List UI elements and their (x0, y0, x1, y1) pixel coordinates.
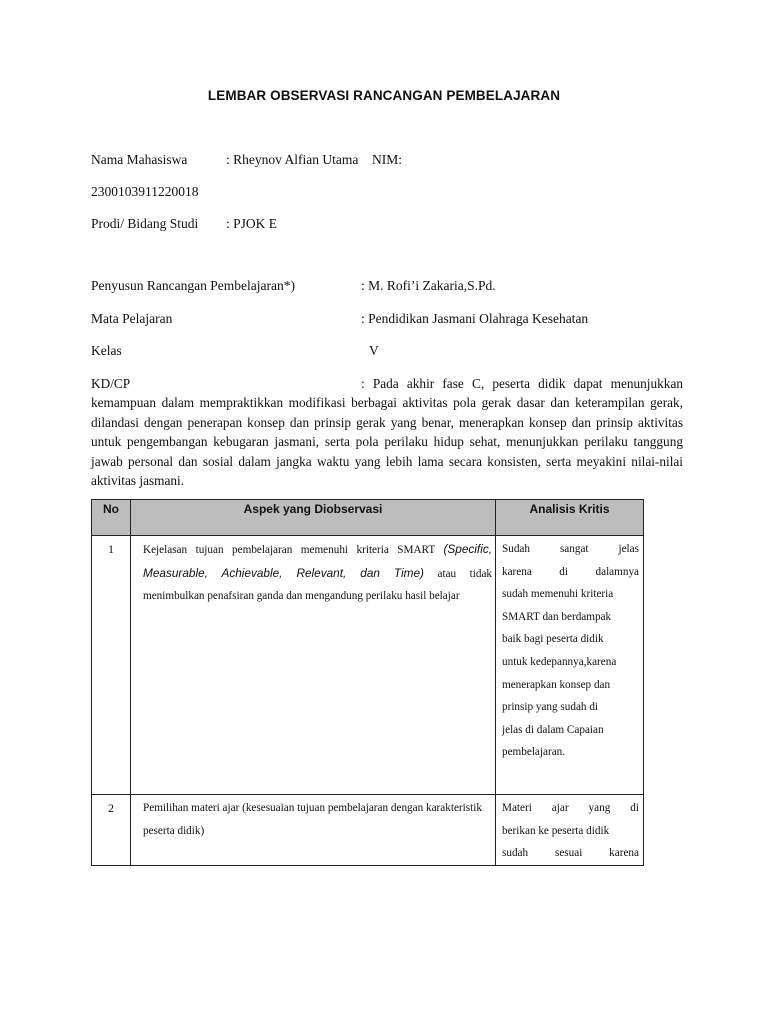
analisis-cell (496, 795, 644, 866)
smart-criteria-text: (Specific, Measurable, Achievable, Relevant, dan Time) (143, 542, 492, 580)
analisis-line: berikan ke peserta didik (502, 824, 610, 837)
penyusun-label: Penyusun Rancangan Pembelajaran*) (91, 278, 295, 293)
analisis-line: jelas di dalam Capaian (502, 723, 604, 736)
document-title: LEMBAR OBSERVASI RANCANGAN PEMBELAJARAN (207, 88, 561, 103)
analisis-line: prinsip yang sudah di (502, 701, 599, 714)
analisis-line: sudah sesuai karena (502, 847, 639, 860)
aspek-text-continued: atau tidak menimbulkan penafsiran ganda dan mengandung perilaku hasil belajar (143, 567, 493, 602)
header-no: No (92, 500, 131, 536)
analisis-cell (496, 536, 644, 795)
mapel-value: : Pendidikan Jasmani Olahraga Kesehatan (361, 311, 589, 326)
penyusun-value: : M. Rofi’i Zakaria,S.Pd. (361, 278, 496, 293)
header-aspek: Aspek yang Diobservasi (131, 500, 496, 536)
header-analisis: Analisis Kritis (496, 500, 644, 536)
kelas-value: V (369, 343, 379, 358)
mapel-label: Mata Pelajaran (91, 311, 173, 326)
analisis-line: sudah memenuhi kriteria (502, 588, 614, 601)
kdcp-value: : Pada akhir fase C, peserta didik dapat menunjukkan kemampuan dalam mempraktikkan modifikasi berbagai aktivitas pola gerak dasar dan keterampilan gerak, dilandasi dengan penerapan konsep dan prinsip gerak yang benar, menerapkan konsep dan prinsip aktivitas untuk pengembangan kebugaran jasmani, serta pola perilaku hidup sehat, menunjukkan perilaku tanggung jawab personal dan sosial dalam jangka waktu yang lebih lama secara konsisten, serta meyakini nilai-nilai aktivitas jasmani. (91, 376, 683, 489)
table-header-row (92, 500, 644, 536)
analisis-line: pembelajaran. (502, 746, 566, 759)
kdcp-paragraph (91, 374, 683, 490)
aspek-text: Kejelasan tujuan pembelajaran memenuhi kriteria SMART (143, 544, 435, 556)
observation-table (91, 499, 644, 866)
student-name-value: : Rheynov Alfian Utama (226, 152, 359, 167)
aspek-cell (131, 536, 496, 795)
row-number: 2 (92, 795, 131, 866)
kelas-label: Kelas (91, 343, 122, 358)
table-row (92, 795, 644, 866)
prodi-value: : PJOK E (226, 216, 278, 231)
analisis-line: untuk kedepannya,karena (502, 655, 617, 668)
table-row (92, 536, 644, 795)
nim-label: NIM: (372, 152, 402, 167)
analisis-line: menerapkan konsep dan (502, 678, 611, 691)
prodi-label: Prodi/ Bidang Studi (91, 216, 199, 231)
aspek-cell: Pemilihan materi ajar (kesesuaian tujuan pembelajaran dengan karakteristik peserta didik) (131, 795, 496, 866)
kdcp-label: KD/CP (91, 376, 131, 391)
analisis-line: Materi ajar yang di (502, 802, 639, 814)
nim-value: 2300103911220018 (91, 184, 199, 199)
analisis-line: baik bagi peserta didik (502, 633, 604, 646)
student-name-label: Nama Mahasiswa (91, 152, 188, 167)
row-number: 1 (92, 536, 131, 795)
analisis-line: karena di dalamnya (502, 565, 639, 578)
analisis-line: Sudah sangat jelas (502, 543, 639, 555)
analisis-line: SMART dan berdampak (502, 610, 612, 623)
